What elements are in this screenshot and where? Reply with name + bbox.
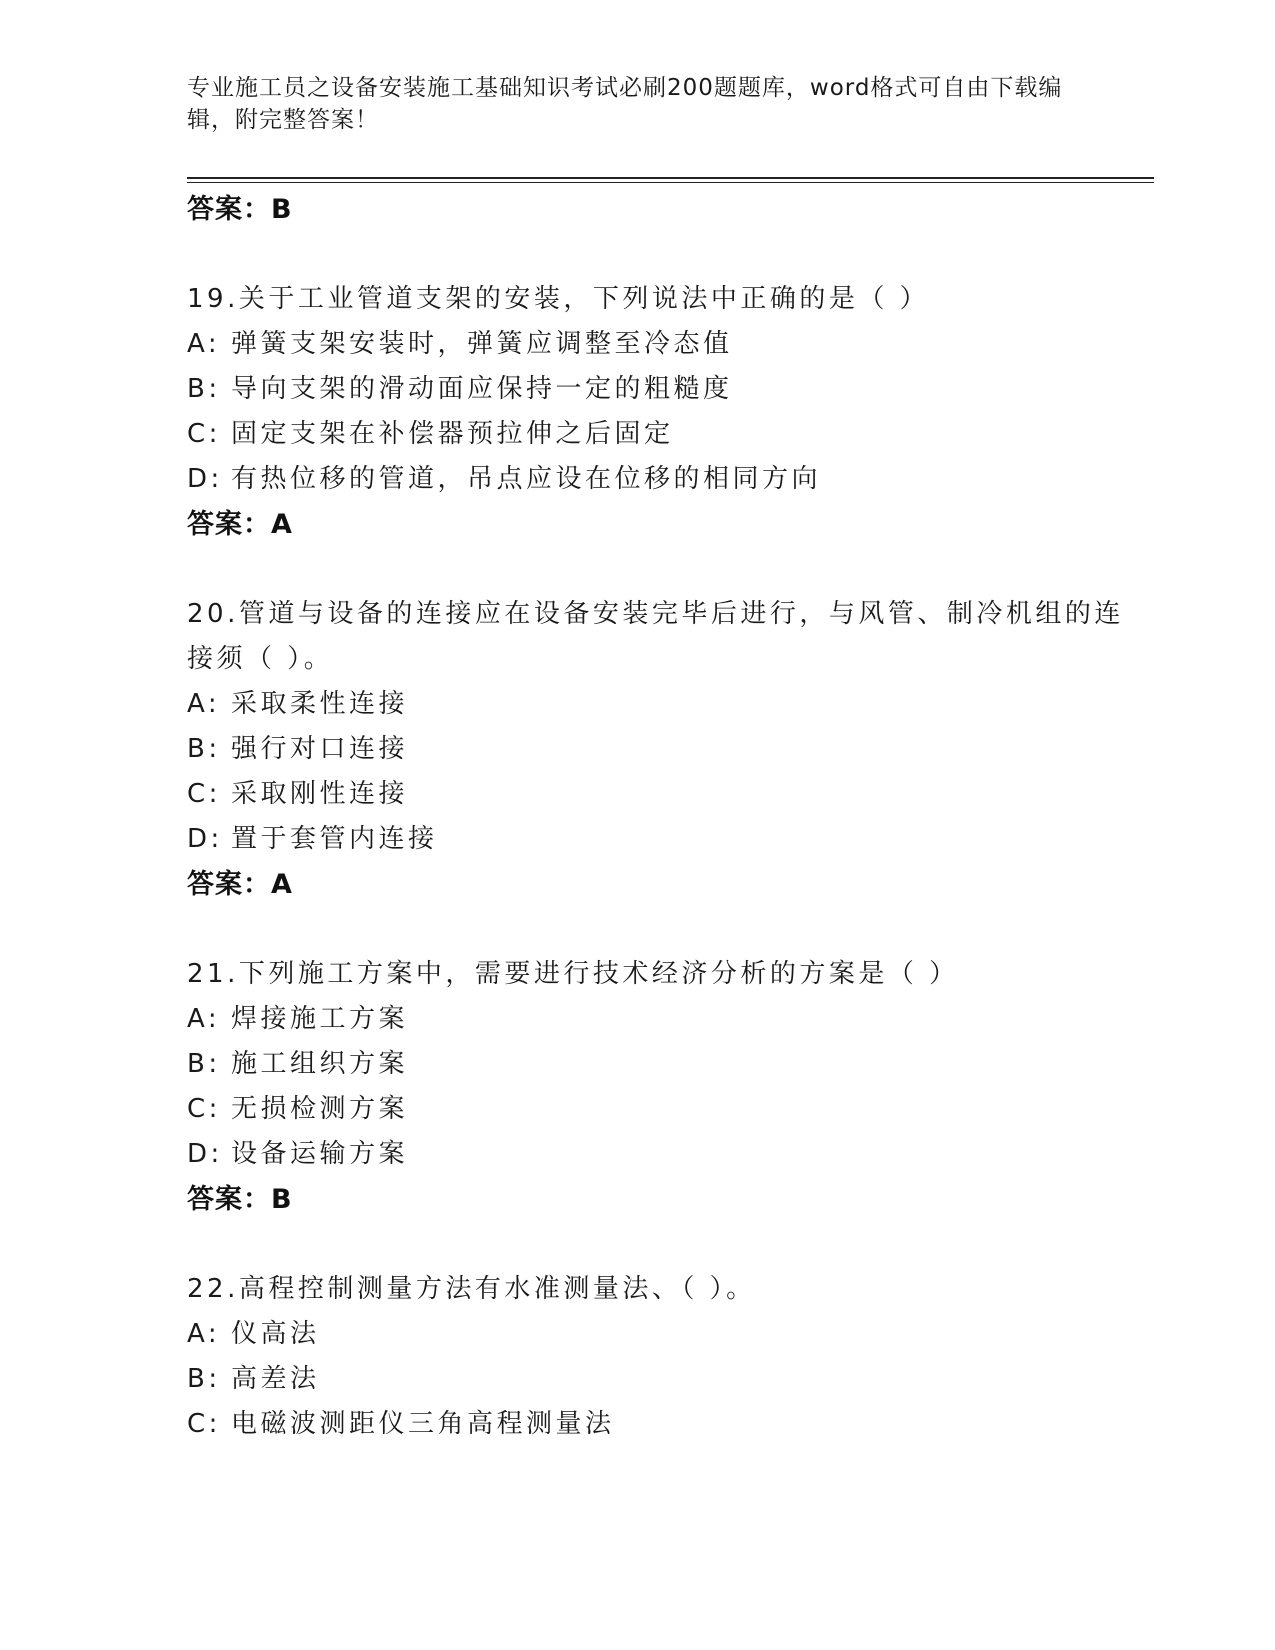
option-letter: A: [187,689,221,719]
spacer [187,908,1147,952]
option-text: 有热位移的管道，吊点应设在位移的相同方向 [231,464,822,494]
question-list [187,187,1147,1447]
option-c [187,412,1147,457]
spacer [187,233,1147,277]
option-letter: C: [187,779,221,809]
answer-q20: 答案：A [187,869,293,900]
option-text: 弹簧支架安装时，弹簧应调整至冷态值 [231,329,733,359]
answer-q18: 答案：B [187,194,293,225]
option-c [187,772,1147,817]
document-header-title: 专业施工员之设备安装施工基础知识考试必刷200题题库，word格式可自由下载编辑，附完整答案！ [187,75,1063,133]
option-text: 仪高法 [231,1319,320,1349]
option-letter: C: [187,1094,221,1124]
option-d [187,817,1147,862]
option-letter: B: [187,1049,221,1079]
option-letter: D: [187,1139,223,1169]
question-stem: 19.关于工业管道支架的安装，下列说法中正确的是（ ） [187,284,930,314]
option-letter: B: [187,734,221,764]
option-text: 焊接施工方案 [231,1004,409,1034]
option-d [187,1132,1147,1177]
header-divider-thin [187,182,1154,183]
spacer [187,548,1147,592]
option-text: 固定支架在补偿器预拉伸之后固定 [231,419,674,449]
option-letter: C: [187,1409,221,1439]
option-letter: B: [187,374,221,404]
option-text: 采取柔性连接 [231,689,409,719]
option-d [187,457,1147,502]
answer-q21: 答案：B [187,1184,293,1215]
option-b [187,1042,1147,1087]
option-b [187,367,1147,412]
header-divider-thick [187,177,1154,179]
question-stem: 20.管道与设备的连接应在设备安装完毕后进行，与风管、制冷机组的连接须（ ）。 [187,599,1124,674]
question-20 [187,592,1147,908]
option-b [187,1357,1147,1402]
option-a [187,322,1147,367]
option-text: 施工组织方案 [231,1049,409,1079]
option-letter: C: [187,419,221,449]
option-letter: D: [187,464,223,494]
question-21 [187,952,1147,1223]
answer-q19: 答案：A [187,509,293,540]
option-text: 采取刚性连接 [231,779,409,809]
option-letter: D: [187,824,223,854]
option-letter: A: [187,329,221,359]
option-text: 导向支架的滑动面应保持一定的粗糙度 [231,374,733,404]
option-c [187,1402,1147,1447]
option-a [187,997,1147,1042]
option-letter: A: [187,1004,221,1034]
option-text: 高差法 [231,1364,320,1394]
option-c [187,1087,1147,1132]
option-letter: A: [187,1319,221,1349]
option-a [187,682,1147,727]
option-b [187,727,1147,772]
spacer [187,1223,1147,1267]
option-text: 设备运输方案 [231,1139,409,1169]
question-22 [187,1267,1147,1447]
question-stem: 21.下列施工方案中，需要进行技术经济分析的方案是（ ） [187,959,959,989]
option-text: 置于套管内连接 [231,824,438,854]
question-19 [187,277,1147,548]
option-text: 电磁波测距仪三角高程测量法 [231,1409,615,1439]
option-letter: B: [187,1364,221,1394]
option-a [187,1312,1147,1357]
option-text: 无损检测方案 [231,1094,409,1124]
question-stem: 22.高程控制测量方法有水准测量法、（ ）。 [187,1274,756,1304]
option-text: 强行对口连接 [231,734,409,764]
